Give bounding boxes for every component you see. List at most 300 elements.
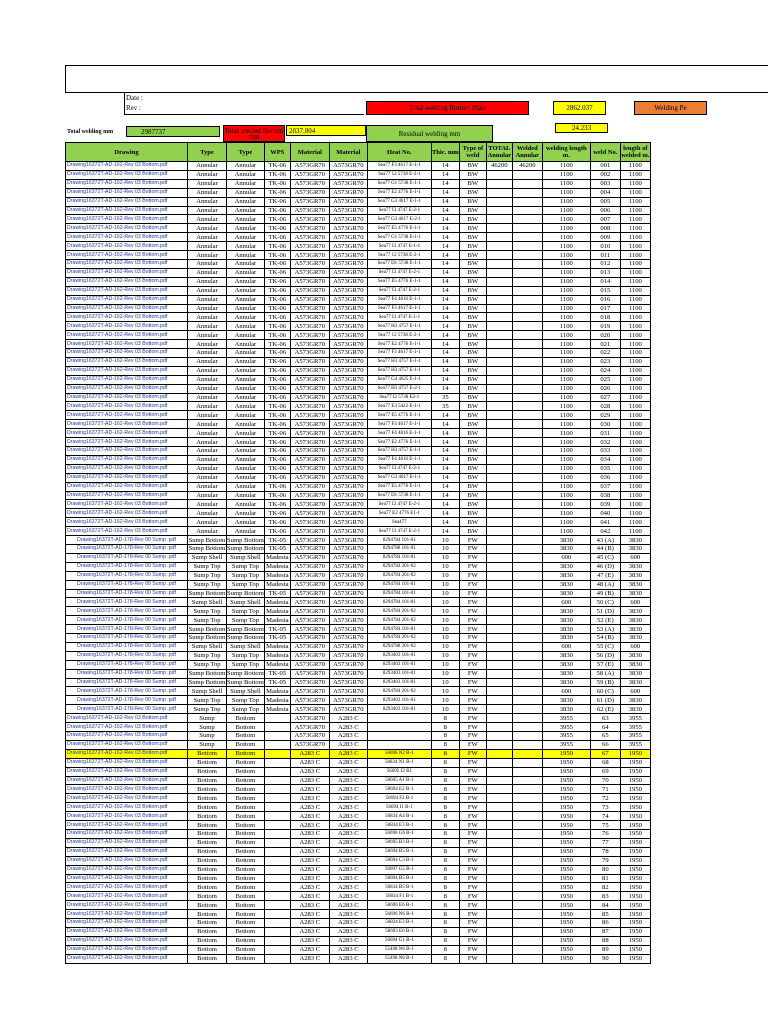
drawing-link[interactable]: Drawing16372T-AD-162-Rev 03 Bottom.pdf [66,785,188,794]
table-cell: Annular [188,295,227,304]
table-cell: 46200 [486,162,512,171]
table-cell: Annular [227,340,265,349]
table-cell: 600 [620,553,650,562]
heat-no-cell: Sea77 12 5738 E-2-1 [367,331,431,340]
table-cell: A573GR70 [290,179,329,188]
table-cell: A573GR70 [329,259,367,268]
heat-no-cell: 8294784 201-02 [367,562,431,571]
drawing-link[interactable]: Drawing16372T-AD-178-Rev 00 Sump .pdf [66,634,188,643]
drawing-link[interactable]: Drawing16372T-AD-178-Rev 00 Sump .pdf [66,553,188,562]
table-cell: Annular [227,286,265,295]
table-cell: 8 [431,901,459,910]
table-cell: 1100 [620,331,650,340]
table-cell: Sump Top [227,562,265,571]
heat-no-cell: 8294784 201-02 [367,571,431,580]
drawing-link[interactable]: Drawing16372T-AD-178-Rev 00 Sump .pdf [66,660,188,669]
table-cell [486,331,512,340]
table-cell: 1100 [620,215,650,224]
table-cell: 1100 [620,527,650,536]
heat-no-cell: 8294784 201-02 [367,687,431,696]
table-cell: Bottom [227,776,265,785]
table-cell: Bottom [188,838,227,847]
table-cell: A573GR70 [290,286,329,295]
table-cell: 1950 [620,847,650,856]
drawing-link[interactable]: Drawing16372T-AD-178-Rev 00 Sump .pdf [66,669,188,678]
table-cell: A573GR70 [329,651,367,660]
table-cell [512,527,542,536]
drawing-link[interactable]: Drawing16372T-AD-162-Rev 03 Bottom.pdf [66,740,188,749]
table-cell: A573GR70 [290,714,329,723]
table-cell: Annular [227,268,265,277]
drawing-link[interactable]: Drawing16372T-AD-162-Rev 03 Bottom.pdf [66,197,188,206]
table-cell: 14 [431,411,459,420]
table-cell: TK-06 [264,268,290,277]
table-cell: TK-06 [264,242,290,251]
table-cell: 1950 [620,901,650,910]
table-cell: 1950 [620,803,650,812]
table-cell: Bottom [188,758,227,767]
table-cell: 1100 [620,384,650,393]
table-cell: 14 [431,509,459,518]
table-cell: 10 [431,598,459,607]
drawing-link[interactable]: Drawing16372T-AD-162-Rev 03 Bottom.pdf [66,838,188,847]
heat-no-cell: Sea77 12 5738 E-2-1 [367,170,431,179]
drawing-link[interactable]: Drawing16372T-AD-162-Rev 03 Bottom.pdf [66,366,188,375]
drawing-link[interactable]: Drawing16372T-AD-162-Rev 03 Bottom.pdf [66,509,188,518]
drawing-link[interactable]: Drawing16372T-AD-178-Rev 00 Sump .pdf [66,562,188,571]
table-cell: BW [459,197,486,206]
table-cell: Bottom [188,803,227,812]
table-cell: FW [459,883,486,892]
table-cell: FW [459,812,486,821]
drawing-link[interactable]: Drawing16372T-AD-162-Rev 03 Bottom.pdf [66,945,188,954]
table-cell [486,874,512,883]
drawing-link[interactable]: Drawing16372T-AD-162-Rev 03 Bottom.pdf [66,527,188,536]
drawing-link[interactable]: Drawing16372T-AD-162-Rev 03 Bottom.pdf [66,954,188,963]
table-cell: 10 [431,651,459,660]
drawing-link[interactable]: Drawing16372T-AD-162-Rev 03 Bottom.pdf [66,179,188,188]
table-cell: 8 [431,945,459,954]
table-cell: 53 (A) [590,625,620,634]
table-cell: A283 C [290,927,329,936]
drawing-link[interactable]: Drawing16372T-AD-162-Rev 03 Bottom.pdf [66,402,188,411]
drawing-link[interactable]: Drawing16372T-AD-178-Rev 00 Sump .pdf [66,598,188,607]
drawing-link[interactable]: Drawing16372T-AD-162-Rev 03 Bottom.pdf [66,259,188,268]
drawing-link[interactable]: Drawing16372T-AD-162-Rev 03 Bottom.pdf [66,464,188,473]
table-cell [486,170,512,179]
table-cell: 3830 [620,544,650,553]
drawing-link[interactable]: Drawing16372T-AD-178-Rev 00 Sump .pdf [66,696,188,705]
table-cell: FW [459,740,486,749]
table-cell: 1100 [542,393,590,402]
drawing-link[interactable]: Drawing16372T-AD-162-Rev 03 Bottom.pdf [66,268,188,277]
drawing-link[interactable]: Drawing16372T-AD-162-Rev 03 Bottom.pdf [66,331,188,340]
table-row [66,562,651,571]
table-cell: Annular [188,224,227,233]
table-cell: 14 [431,447,459,456]
table-cell [486,313,512,322]
drawing-link[interactable]: Drawing16372T-AD-162-Rev 03 Bottom.pdf [66,500,188,509]
table-cell: A573GR70 [329,366,367,375]
drawing-link[interactable]: Drawing16372T-AD-178-Rev 00 Sump .pdf [66,705,188,714]
table-cell: 3955 [620,714,650,723]
drawing-link[interactable]: Drawing16372T-AD-162-Rev 03 Bottom.pdf [66,803,188,812]
table-cell: 1950 [620,776,650,785]
drawing-link[interactable]: Drawing16372T-AD-162-Rev 03 Bottom.pdf [66,927,188,936]
drawing-link[interactable]: Drawing16372T-AD-162-Rev 03 Bottom.pdf [66,518,188,527]
table-row [66,687,651,696]
table-cell: A573GR70 [329,447,367,456]
table-cell: Annular [188,464,227,473]
table-cell [264,945,290,954]
table-cell: TK-06 [264,340,290,349]
drawing-link[interactable]: Drawing16372T-AD-162-Rev 03 Bottom.pdf [66,491,188,500]
drawing-link[interactable]: Drawing16372T-AD-162-Rev 03 Bottom.pdf [66,901,188,910]
table-cell: FW [459,607,486,616]
table-cell: 14 [431,295,459,304]
table-cell: 3955 [542,732,590,741]
drawing-link[interactable]: Drawing16372T-AD-178-Rev 00 Sump .pdf [66,678,188,687]
table-cell: A283 C [290,812,329,821]
table-cell: 14 [431,455,459,464]
drawing-link[interactable]: Drawing16372T-AD-162-Rev 03 Bottom.pdf [66,438,188,447]
table-cell: 14 [431,268,459,277]
table-cell: Madesta [266,598,289,606]
table-cell [264,749,290,758]
table-cell: 49 (B) [590,589,620,598]
table-cell: Annular [188,438,227,447]
table-cell: A573GR70 [290,438,329,447]
drawing-link[interactable]: Drawing16372T-AD-162-Rev 03 Bottom.pdf [66,714,188,723]
table-cell [512,544,542,553]
table-cell: BW [459,420,486,429]
table-row [66,954,651,963]
table-cell: Bottom [227,847,265,856]
drawing-link[interactable]: Drawing16372T-AD-162-Rev 03 Bottom.pdf [66,340,188,349]
table-row [66,847,651,856]
table-cell [486,188,512,197]
table-cell: 1950 [620,785,650,794]
heat-no-cell: 56697 G5 B-1 [367,865,431,874]
drawing-link[interactable]: Drawing16372T-AD-162-Rev 03 Bottom.pdf [66,812,188,821]
table-cell: 3830 [542,607,590,616]
table-cell: 14 [431,357,459,366]
table-cell: A573GR70 [329,473,367,482]
table-cell: 025 [590,375,620,384]
table-cell: A573GR70 [290,366,329,375]
table-row [66,598,651,607]
column-header: Type [227,143,265,162]
table-cell: Sump Bottom [188,536,226,544]
table-cell: TK-06 [264,455,290,464]
drawing-link[interactable]: Drawing16372T-AD-162-Rev 03 Bottom.pdf [66,429,188,438]
table-cell: A573GR70 [290,188,329,197]
table-cell: 1100 [542,375,590,384]
drawing-link[interactable]: Drawing16372T-AD-162-Rev 03 Bottom.pdf [66,455,188,464]
drawing-link[interactable]: Drawing16372T-AD-162-Rev 03 Bottom.pdf [66,482,188,491]
heat-no-cell: Sea77 E2 4776 E-1-1 [367,438,431,447]
table-cell [264,829,290,838]
table-cell: 35 [431,402,459,411]
drawing-link[interactable]: Drawing16372T-AD-162-Rev 03 Bottom.pdf [66,919,188,928]
drawing-link[interactable]: Drawing16372T-AD-178-Rev 00 Sump .pdf [66,651,188,660]
table-cell: 14 [431,473,459,482]
heat-no-cell: 8294784 101-01 [367,589,431,598]
table-cell: Annular [227,313,265,322]
table-cell [512,233,542,242]
table-cell: Sump Top [227,705,265,714]
heat-no-cell: Sea77 E2 4776 E1-1 [367,509,431,518]
drawing-link[interactable]: Drawing16372T-AD-162-Rev 03 Bottom.pdf [66,936,188,945]
drawing-link[interactable]: Drawing16372T-AD-162-Rev 03 Bottom.pdf [66,295,188,304]
drawing-link[interactable]: Drawing16372T-AD-178-Rev 00 Sump .pdf [66,607,188,616]
drawing-link[interactable]: Drawing16372T-AD-162-Rev 03 Bottom.pdf [66,473,188,482]
drawing-link[interactable]: Drawing16372T-AD-162-Rev 03 Bottom.pdf [66,322,188,331]
drawing-link[interactable]: Drawing16372T-AD-162-Rev 03 Bottom.pdf [66,758,188,767]
table-row [66,883,651,892]
heat-no-cell: Sea77 F3 4617 E-1-1 [367,349,431,358]
table-cell: A283 C [290,776,329,785]
table-cell: Annular [188,322,227,331]
drawing-link[interactable]: Drawing16372T-AD-178-Rev 00 Sump .pdf [66,625,188,634]
table-cell: Annular [227,206,265,215]
table-cell: A573GR70 [329,295,367,304]
drawing-link[interactable]: Drawing16372T-AD-162-Rev 03 Bottom.pdf [66,215,188,224]
drawing-link[interactable]: Drawing16372T-AD-162-Rev 03 Bottom.pdf [66,910,188,919]
table-cell: A283 C [329,714,367,723]
drawing-link[interactable]: Drawing16372T-AD-178-Rev 00 Sump .pdf [66,616,188,625]
table-cell: A573GR70 [290,651,329,660]
table-cell: A283 C [329,812,367,821]
drawing-link[interactable]: Drawing16372T-AD-162-Rev 03 Bottom.pdf [66,304,188,313]
table-cell: A573GR70 [329,286,367,295]
table-cell: 14 [431,340,459,349]
table-cell: FW [459,954,486,963]
drawing-link[interactable]: Drawing16372T-AD-162-Rev 03 Bottom.pdf [66,856,188,865]
table-cell: Annular [227,447,265,456]
table-cell: A283 C [329,936,367,945]
table-cell: 1950 [620,945,650,954]
table-row [66,482,651,491]
drawing-link[interactable]: Drawing16372T-AD-162-Rev 03 Bottom.pdf [66,767,188,776]
table-cell [486,642,512,651]
table-cell: 1100 [542,527,590,536]
drawing-link[interactable]: Drawing16372T-AD-162-Rev 03 Bottom.pdf [66,162,188,171]
column-header: Material [290,143,329,162]
table-cell [512,277,542,286]
table-cell: A283 C [290,910,329,919]
table-cell: 3830 [620,580,650,589]
table-cell [512,892,542,901]
drawing-link[interactable]: Drawing16372T-AD-162-Rev 03 Bottom.pdf [66,313,188,322]
drawing-link[interactable]: Drawing16372T-AD-162-Rev 03 Bottom.pdf [66,874,188,883]
table-cell [512,571,542,580]
table-cell: A283 C [290,936,329,945]
table-cell: A573GR70 [290,500,329,509]
table-cell: 1100 [620,313,650,322]
table-cell: Annular [227,357,265,366]
table-cell: Madesta [266,705,289,713]
drawing-link[interactable]: Drawing16372T-AD-162-Rev 03 Bottom.pdf [66,242,188,251]
table-cell: Sump Top [188,651,227,660]
table-cell: Annular [188,357,227,366]
table-cell: Annular [227,527,265,536]
table-cell: A573GR70 [290,580,329,589]
table-cell [486,607,512,616]
drawing-link[interactable]: Drawing16372T-AD-162-Rev 03 Bottom.pdf [66,411,188,420]
table-cell [486,455,512,464]
table-cell: BW [459,295,486,304]
table-cell [486,349,512,358]
table-cell: 1950 [542,847,590,856]
table-cell: Annular [188,188,227,197]
table-cell: 8 [431,874,459,883]
drawing-link[interactable]: Drawing16372T-AD-162-Rev 03 Bottom.pdf [66,776,188,785]
table-cell: 1100 [542,206,590,215]
table-cell: 1100 [542,233,590,242]
table-cell: TK-06 [264,482,290,491]
table-cell: 8 [431,812,459,821]
drawing-link[interactable]: Drawing16372T-AD-162-Rev 03 Bottom.pdf [66,393,188,402]
table-cell [486,304,512,313]
table-cell: Annular [227,411,265,420]
drawing-link[interactable]: Drawing16372T-AD-162-Rev 03 Bottom.pdf [66,847,188,856]
table-cell: BW [459,162,486,171]
table-cell: Annular [188,286,227,295]
drawing-link[interactable]: Drawing16372T-AD-162-Rev 03 Bottom.pdf [66,447,188,456]
drawing-link[interactable]: Drawing16372T-AD-162-Rev 03 Bottom.pdf [66,821,188,830]
table-cell: Bottom [188,936,227,945]
table-cell: Madesta [266,616,289,624]
table-cell: Annular [188,233,227,242]
table-cell: 1100 [620,375,650,384]
heat-no-cell: 8294788 201-02 [367,642,431,651]
table-cell: 64 [590,723,620,732]
table-cell: Annular [188,482,227,491]
table-cell [486,251,512,260]
drawing-link[interactable]: Drawing16372T-AD-162-Rev 03 Bottom.pdf [66,384,188,393]
drawing-link[interactable]: Drawing16372T-AD-162-Rev 03 Bottom.pdf [66,829,188,838]
table-cell: Sump Top [188,660,227,669]
table-cell [512,642,542,651]
table-row [66,927,651,936]
drawing-link[interactable]: Drawing16372T-AD-162-Rev 03 Bottom.pdf [66,892,188,901]
drawing-link[interactable]: Drawing16372T-AD-162-Rev 03 Bottom.pdf [66,375,188,384]
heat-no-cell: Sea77 F3 4617 E-1-1 [367,420,431,429]
drawing-link[interactable]: Drawing16372T-AD-162-Rev 03 Bottom.pdf [66,749,188,758]
drawing-link[interactable]: Drawing16372T-AD-178-Rev 00 Sump .pdf [66,687,188,696]
drawing-link[interactable]: Drawing16372T-AD-162-Rev 03 Bottom.pdf [66,206,188,215]
table-cell: TK-06 [264,464,290,473]
table-row [66,277,651,286]
table-cell: 1950 [542,829,590,838]
heat-no-cell: Sea77 F3 4617 E-1-1 [367,162,431,171]
table-cell: A283 C [290,829,329,838]
table-cell: 1100 [620,197,650,206]
drawing-link[interactable]: Drawing16372T-AD-178-Rev 00 Sump .pdf [66,589,188,598]
drawing-link[interactable]: Drawing16372T-AD-162-Rev 03 Bottom.pdf [66,233,188,242]
table-cell: 8 [431,794,459,803]
table-cell: Annular [188,268,227,277]
table-cell: 1100 [620,509,650,518]
drawing-link[interactable]: Drawing16372T-AD-162-Rev 03 Bottom.pdf [66,732,188,741]
table-cell: 1100 [542,331,590,340]
table-cell: Annular [188,349,227,358]
table-row [66,340,651,349]
table-cell: 10 [431,589,459,598]
table-cell: 040 [590,509,620,518]
table-cell: A573GR70 [290,518,329,527]
table-cell [486,901,512,910]
table-cell: 1100 [620,402,650,411]
drawing-link[interactable]: Drawing16372T-AD-162-Rev 03 Bottom.pdf [66,251,188,260]
drawing-link[interactable]: Drawing16372T-AD-162-Rev 03 Bottom.pdf [66,865,188,874]
drawing-link[interactable]: Drawing16372T-AD-162-Rev 03 Bottom.pdf [66,349,188,358]
table-cell: Annular [227,304,265,313]
heat-no-cell: 8294784 101-01 [367,553,431,562]
table-cell: 78 [590,847,620,856]
table-cell [486,580,512,589]
drawing-link[interactable]: Drawing16372T-AD-178-Rev 00 Sump .pdf [66,536,188,545]
table-row [66,295,651,304]
drawing-link[interactable]: Drawing16372T-AD-178-Rev 00 Sump .pdf [66,544,188,553]
table-cell: 50 (C) [590,598,620,607]
drawing-link[interactable]: Drawing16372T-AD-162-Rev 03 Bottom.pdf [66,188,188,197]
heat-no-cell: 56694 E2 B-1 [367,785,431,794]
table-cell [264,794,290,803]
drawing-link[interactable]: Drawing16372T-AD-162-Rev 03 Bottom.pdf [66,883,188,892]
table-cell: TK-06 [264,349,290,358]
table-cell: 1100 [542,322,590,331]
table-cell: A573GR70 [290,616,329,625]
table-cell: BW [459,242,486,251]
table-cell: FW [459,732,486,741]
drawing-link[interactable]: Drawing16372T-AD-162-Rev 03 Bottom.pdf [66,723,188,732]
heat-no-cell: 8294784 101-01 [367,625,431,634]
table-cell: 10 [431,687,459,696]
table-cell [486,910,512,919]
table-cell: Bottom [188,865,227,874]
table-cell: Sump Top [188,607,227,616]
table-cell: 8 [431,714,459,723]
table-cell: 1100 [542,188,590,197]
drawing-link[interactable]: Drawing16372T-AD-162-Rev 03 Bottom.pdf [66,420,188,429]
drawing-link[interactable]: Drawing16372T-AD-162-Rev 03 Bottom.pdf [66,794,188,803]
date-label: Date : [126,94,143,102]
drawing-link[interactable]: Drawing16372T-AD-162-Rev 03 Bottom.pdf [66,357,188,366]
table-cell: 67 [590,749,620,758]
table-cell: 026 [590,384,620,393]
heat-no-cell: 8294784 201-02 [367,607,431,616]
table-cell: 14 [431,304,459,313]
table-cell: 1100 [542,509,590,518]
table-cell [486,954,512,963]
table-cell: A573GR70 [329,268,367,277]
table-cell: A573GR70 [329,277,367,286]
table-cell: TK-06 [264,304,290,313]
table-row [66,571,651,580]
table-cell: A573GR70 [329,589,367,598]
drawing-link[interactable]: Drawing16372T-AD-162-Rev 03 Bottom.pdf [66,224,188,233]
drawing-link[interactable]: Drawing16372T-AD-178-Rev 00 Sump .pdf [66,642,188,651]
drawing-link[interactable]: Drawing16372T-AD-178-Rev 00 Sump .pdf [66,580,188,589]
drawing-link[interactable]: Drawing16372T-AD-178-Rev 00 Sump .pdf [66,571,188,580]
drawing-link[interactable]: Drawing16372T-AD-162-Rev 03 Bottom.pdf [66,277,188,286]
table-cell: 52 (E) [590,616,620,625]
drawing-link[interactable]: Drawing16372T-AD-162-Rev 03 Bottom.pdf [66,170,188,179]
drawing-link[interactable]: Drawing16372T-AD-162-Rev 03 Bottom.pdf [66,286,188,295]
table-cell: A573GR70 [329,625,367,634]
